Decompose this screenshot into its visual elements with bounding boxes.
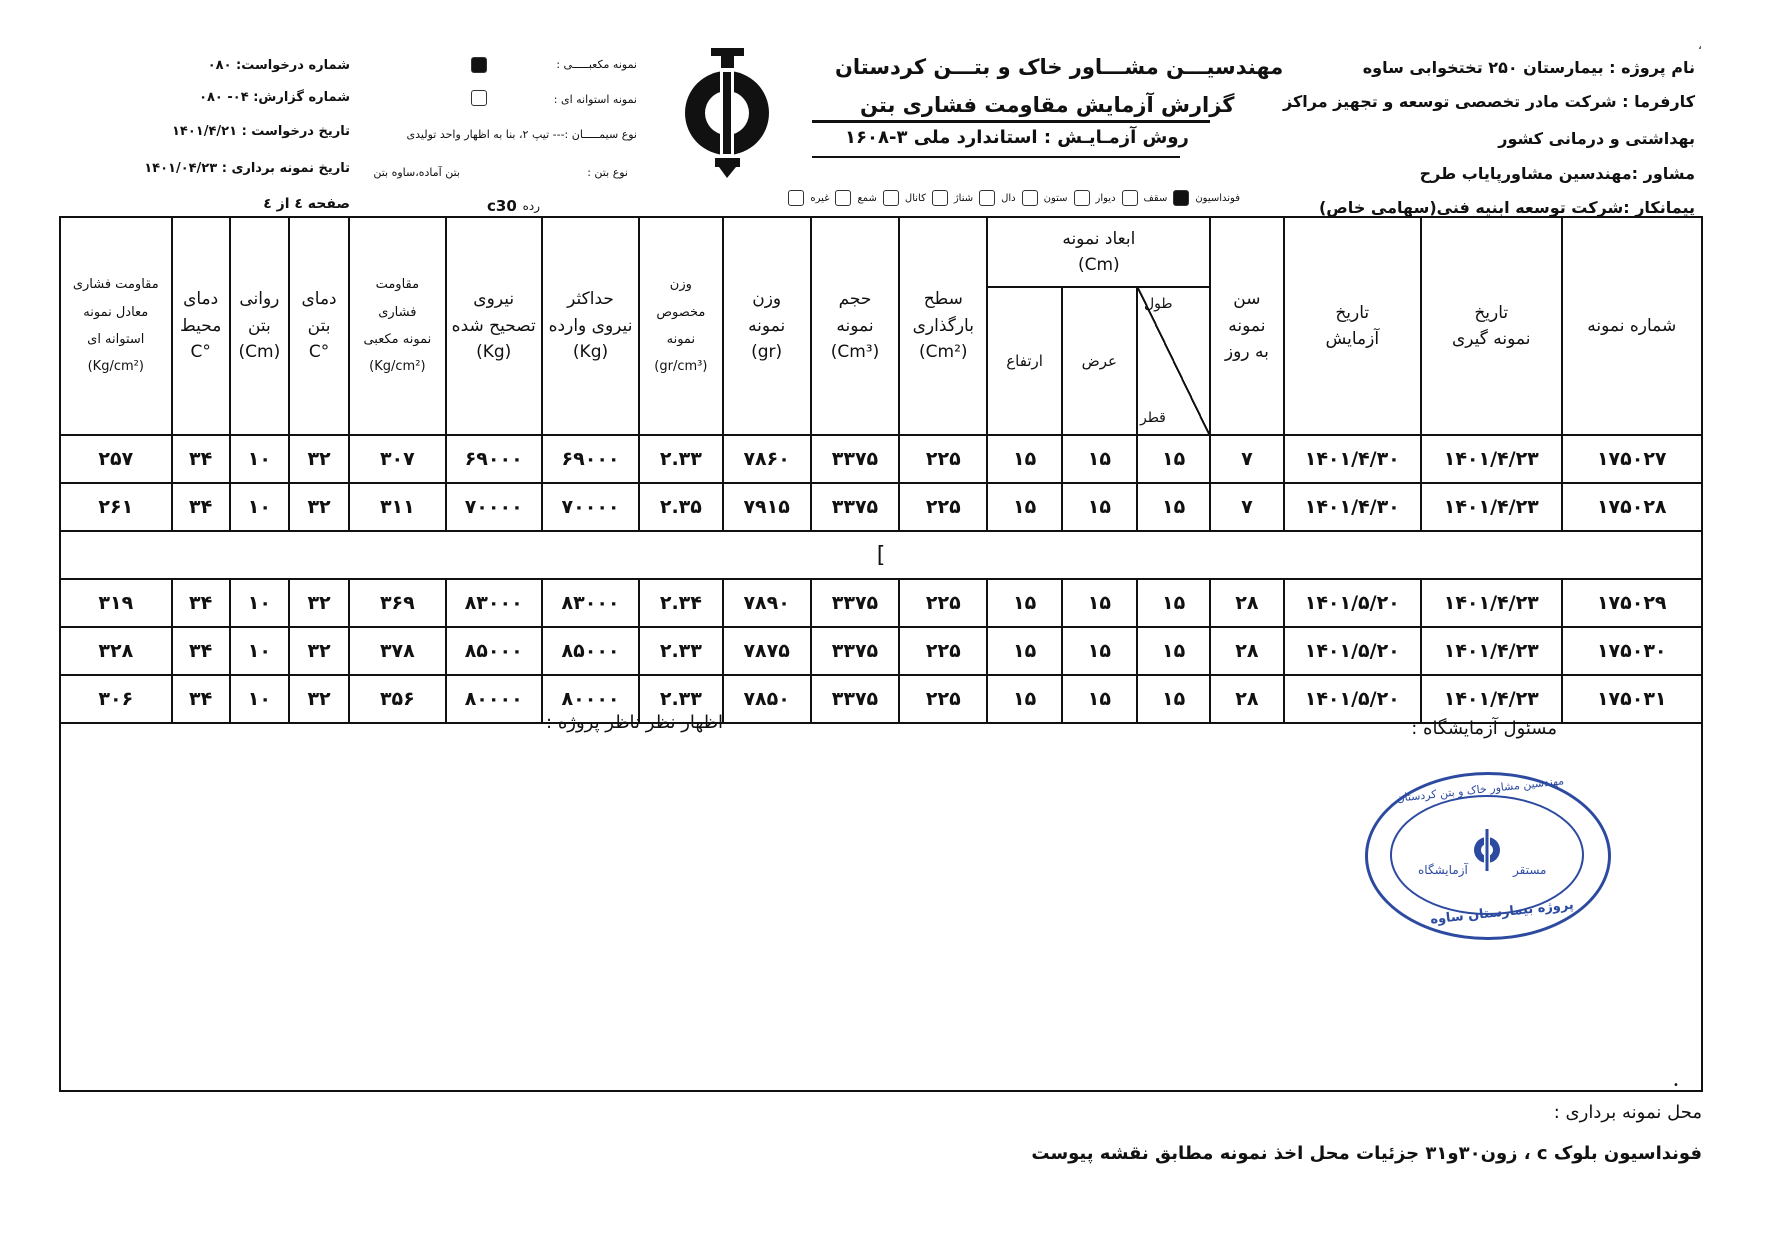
element-label-roof: سقف bbox=[1143, 192, 1168, 204]
cell-ambient-temp: ۳۴ bbox=[172, 435, 230, 483]
blank-row-mark: ] bbox=[60, 531, 1702, 579]
cell-width: ۱۵ bbox=[1062, 627, 1137, 675]
results-table bbox=[59, 216, 1703, 724]
header-corrected-force: نیروی تصحیح شده (Kg) bbox=[446, 217, 542, 435]
cell-age: ۷ bbox=[1210, 483, 1283, 531]
cube-sample-checkbox[interactable] bbox=[471, 57, 487, 73]
cell-length: ۱۵ bbox=[1137, 675, 1210, 723]
table-blank-row bbox=[60, 531, 1702, 579]
element-label-pile: شمع bbox=[857, 192, 877, 204]
employer-line-2: بهداشتی و درمانی کشور bbox=[1498, 129, 1695, 148]
cell-length: ۱۵ bbox=[1137, 579, 1210, 627]
cell-volume: ۳۳۷۵ bbox=[811, 483, 899, 531]
table-row bbox=[60, 579, 1702, 627]
cell-cube-strength: ۳۵۶ bbox=[349, 675, 445, 723]
cell-equivalent-strength: ۳۲۸ bbox=[60, 627, 172, 675]
cell-equivalent-strength: ۲۶۱ bbox=[60, 483, 172, 531]
cell-sample-no: ۱۷۵۰۳۰ bbox=[1562, 627, 1703, 675]
cell-test-date: ۱۴۰۱/۵/۲۰ bbox=[1284, 627, 1422, 675]
page-number: صفحه ٤ از ٤ bbox=[263, 196, 350, 212]
cell-equivalent-strength: ۲۵۷ bbox=[60, 435, 172, 483]
cell-volume: ۳۳۷۵ bbox=[811, 675, 899, 723]
cell-weight: ۷۸۹۰ bbox=[723, 579, 811, 627]
cell-equivalent-strength: ۳۱۹ bbox=[60, 579, 172, 627]
element-label-wall: دیوار bbox=[1095, 192, 1116, 204]
sampling-location-label: محل نمونه برداری : bbox=[1553, 1102, 1702, 1123]
cement-type: نوع سیمـــــان :--- تیپ ۲، بنا به اظهار واحد تولیدی bbox=[406, 128, 637, 141]
header-test-date: تاریخ آزمایش bbox=[1284, 217, 1422, 435]
table-row bbox=[60, 627, 1702, 675]
cell-height: ۱۵ bbox=[987, 435, 1061, 483]
cell-sampling-date: ۱۴۰۱/۴/۲۳ bbox=[1421, 435, 1562, 483]
cell-ambient-temp: ۳۴ bbox=[172, 627, 230, 675]
cell-volume: ۳۳۷۵ bbox=[811, 579, 899, 627]
cell-sampling-date: ۱۴۰۱/۴/۲۳ bbox=[1421, 483, 1562, 531]
header-sample-no: شماره نمونه bbox=[1562, 217, 1703, 435]
header-dim-length: طول bbox=[1143, 296, 1173, 312]
cell-density: ۲.۳۳ bbox=[639, 435, 722, 483]
cell-max-force: ۷۰۰۰۰ bbox=[542, 483, 639, 531]
header-dim-width: عرض bbox=[1062, 287, 1137, 435]
cell-concrete-temp: ۳۲ bbox=[289, 579, 349, 627]
scan-mark: ، bbox=[1698, 38, 1702, 52]
cell-height: ۱۵ bbox=[987, 579, 1061, 627]
cell-density: ۲.۳۳ bbox=[639, 627, 722, 675]
cell-length: ۱۵ bbox=[1137, 627, 1210, 675]
cell-concrete-temp: ۳۲ bbox=[289, 627, 349, 675]
cube-sample-label: نمونه مکعبـــــی : bbox=[556, 58, 637, 71]
request-date: تاریخ درخواست : ۱۴۰۱/۴/۲۱ bbox=[172, 124, 350, 139]
element-checkbox-channel[interactable] bbox=[883, 190, 899, 206]
header-weight: وزن نمونه (gr) bbox=[723, 217, 811, 435]
cell-length: ۱۵ bbox=[1137, 483, 1210, 531]
element-label-slab: دال bbox=[1001, 192, 1016, 204]
cell-concrete-temp: ۳۲ bbox=[289, 435, 349, 483]
stamp-ring-bottom-text: پروژه بیمارستان ساوه bbox=[1429, 897, 1575, 928]
cell-age: ۷ bbox=[1210, 435, 1283, 483]
table-header-row bbox=[60, 217, 1702, 287]
cell-max-force: ۸۰۰۰۰ bbox=[542, 675, 639, 723]
consultant: مشاور :مهندسین مشاورپایاب طرح bbox=[1419, 164, 1695, 183]
cell-sample-no: ۱۷۵۰۳۱ bbox=[1562, 675, 1703, 723]
grade-label: رده bbox=[522, 199, 540, 213]
report-title: گزارش آزمایش مقاومت فشاری بتن bbox=[860, 93, 1235, 117]
cylinder-sample-label: نمونه استوانه ای : bbox=[553, 93, 637, 106]
cell-slump: ۱۰ bbox=[230, 579, 289, 627]
element-checkboxes bbox=[784, 190, 1240, 206]
employer-line-1: کارفرما : شرکت مادر تخصصی توسعه و تجهیز مراکز bbox=[1283, 92, 1695, 111]
request-number: شماره درخواست: ۰۸۰ bbox=[207, 58, 350, 73]
cell-density: ۲.۳۵ bbox=[639, 483, 722, 531]
element-label-channel: کانال bbox=[904, 192, 926, 204]
cube-sample-row bbox=[556, 58, 637, 71]
test-method: روش آزمـایـش : استاندارد ملی ۳-۱۶۰۸ bbox=[845, 127, 1189, 148]
cell-sample-no: ۱۷۵۰۲۹ bbox=[1562, 579, 1703, 627]
supervisor-comment-label: اظهار نظر ناظر پروژه : bbox=[546, 712, 723, 733]
header-dim-diameter: قطر bbox=[1139, 410, 1166, 427]
header-volume: حجم نمونه (Cm³) bbox=[811, 217, 899, 435]
cell-age: ۲۸ bbox=[1210, 675, 1283, 723]
cell-cube-strength: ۳۰۷ bbox=[349, 435, 445, 483]
cell-volume: ۳۳۷۵ bbox=[811, 435, 899, 483]
stamp-right-text: مستقر bbox=[1513, 863, 1547, 877]
stamp-logo-icon bbox=[1471, 827, 1503, 873]
table-row bbox=[60, 675, 1702, 723]
element-checkbox-tie-beam[interactable] bbox=[932, 190, 948, 206]
method-underline bbox=[812, 156, 1180, 158]
header-dim-length-diameter bbox=[1137, 287, 1210, 435]
cell-age: ۲۸ bbox=[1210, 627, 1283, 675]
header-concrete-temp: دمای بتن °C bbox=[289, 217, 349, 435]
cell-weight: ۷۸۶۰ bbox=[723, 435, 811, 483]
cell-area: ۲۲۵ bbox=[899, 579, 987, 627]
concrete-type-value: بتن آماده،ساوه بتن bbox=[373, 166, 460, 179]
header-age: سن نمونه به روز bbox=[1210, 217, 1283, 435]
cell-height: ۱۵ bbox=[987, 675, 1061, 723]
cell-width: ۱۵ bbox=[1062, 435, 1137, 483]
cell-density: ۲.۳۴ bbox=[639, 579, 722, 627]
header-cube-strength: مقاومت فشاری نمونه مکعبی (Kg/cm²) bbox=[349, 217, 445, 435]
stamp-left-text: آزمایشگاه bbox=[1418, 863, 1468, 877]
element-label-other: غیره bbox=[810, 192, 830, 204]
cell-slump: ۱۰ bbox=[230, 483, 289, 531]
element-label-tie-beam: شناژ bbox=[953, 192, 974, 204]
header-ambient-temp: دمای محیط °C bbox=[172, 217, 230, 435]
sampling-date: تاریخ نمونه برداری : ۱۴۰۱/۰۴/۲۳ bbox=[144, 161, 350, 176]
cell-test-date: ۱۴۰۱/۴/۳۰ bbox=[1284, 483, 1422, 531]
frame-right-border bbox=[1701, 644, 1703, 1092]
cell-test-date: ۱۴۰۱/۵/۲۰ bbox=[1284, 579, 1422, 627]
cell-sampling-date: ۱۴۰۱/۴/۲۳ bbox=[1421, 579, 1562, 627]
header-area: سطح بارگذاری (Cm²) bbox=[899, 217, 987, 435]
cell-height: ۱۵ bbox=[987, 627, 1061, 675]
cell-width: ۱۵ bbox=[1062, 579, 1137, 627]
cell-corrected-force: ۷۰۰۰۰ bbox=[446, 483, 542, 531]
header-equivalent-strength: مقاومت فشاری معادل نمونه استوانه ای (Kg/cm²) bbox=[60, 217, 172, 435]
element-checkbox-pile[interactable] bbox=[835, 190, 851, 206]
cell-weight: ۷۹۱۵ bbox=[723, 483, 811, 531]
cell-slump: ۱۰ bbox=[230, 675, 289, 723]
cell-ambient-temp: ۳۴ bbox=[172, 579, 230, 627]
cell-cube-strength: ۳۱۱ bbox=[349, 483, 445, 531]
header-dim-height: ارتفاع bbox=[987, 287, 1061, 435]
cell-sampling-date: ۱۴۰۱/۴/۲۳ bbox=[1421, 675, 1562, 723]
cell-height: ۱۵ bbox=[987, 483, 1061, 531]
laboratory-stamp bbox=[1365, 772, 1611, 940]
cell-width: ۱۵ bbox=[1062, 483, 1137, 531]
title-underline bbox=[812, 120, 1210, 123]
cell-density: ۲.۳۳ bbox=[639, 675, 722, 723]
element-label-foundation: فونداسیون bbox=[1195, 192, 1240, 204]
header-sampling-date: تاریخ نمونه گیری bbox=[1421, 217, 1562, 435]
element-checkbox-slab[interactable] bbox=[979, 190, 995, 206]
element-label-column: ستون bbox=[1043, 192, 1068, 204]
header-slump: روانی بتن (Cm) bbox=[230, 217, 289, 435]
cell-area: ۲۲۵ bbox=[899, 627, 987, 675]
cell-corrected-force: ۸۰۰۰۰ bbox=[446, 675, 542, 723]
contractor: پیمانکار :شرکت توسعه ابنیه فنی(سهامی خاص) bbox=[1318, 198, 1695, 217]
cylinder-sample-checkbox[interactable] bbox=[471, 90, 487, 106]
cell-sample-no: ۱۷۵۰۲۷ bbox=[1562, 435, 1703, 483]
cell-sampling-date: ۱۴۰۱/۴/۲۳ bbox=[1421, 627, 1562, 675]
table-row bbox=[60, 483, 1702, 531]
cell-cube-strength: ۳۷۸ bbox=[349, 627, 445, 675]
cell-corrected-force: ۶۹۰۰۰ bbox=[446, 435, 542, 483]
frame-left-border bbox=[59, 644, 61, 1092]
cell-cube-strength: ۳۶۹ bbox=[349, 579, 445, 627]
company-name: مهندسیـــن مشـــاور خاک و بتـــن کردستان bbox=[835, 55, 1284, 79]
element-checkbox-wall[interactable] bbox=[1074, 190, 1090, 206]
company-logo-icon bbox=[675, 48, 780, 178]
cell-width: ۱۵ bbox=[1062, 675, 1137, 723]
element-checkbox-column[interactable] bbox=[1022, 190, 1038, 206]
concrete-type-label: نوع بتن : bbox=[587, 166, 628, 179]
cell-max-force: ۸۵۰۰۰ bbox=[542, 627, 639, 675]
cell-sample-no: ۱۷۵۰۲۸ bbox=[1562, 483, 1703, 531]
page-dot: • bbox=[1673, 1080, 1679, 1091]
element-checkbox-foundation[interactable] bbox=[1173, 190, 1189, 206]
cell-corrected-force: ۸۵۰۰۰ bbox=[446, 627, 542, 675]
cell-length: ۱۵ bbox=[1137, 435, 1210, 483]
cell-test-date: ۱۴۰۱/۴/۳۰ bbox=[1284, 435, 1422, 483]
grade-value: c30 bbox=[487, 197, 517, 215]
cell-concrete-temp: ۳۲ bbox=[289, 483, 349, 531]
cell-age: ۲۸ bbox=[1210, 579, 1283, 627]
header-dimensions: ابعاد نمونه (Cm) bbox=[987, 217, 1210, 287]
stamp-ring-top-text: مهندسین مشاور خاک و بتن کردستان bbox=[1395, 774, 1565, 805]
cell-area: ۲۲۵ bbox=[899, 435, 987, 483]
cell-slump: ۱۰ bbox=[230, 627, 289, 675]
cell-test-date: ۱۴۰۱/۵/۲۰ bbox=[1284, 675, 1422, 723]
sampling-location-value: فونداسیون بلوک c ، زون۳۰و۳۱ جزئیات محل اخذ نمونه مطابق نقشه پیوست bbox=[1031, 1143, 1702, 1164]
cell-ambient-temp: ۳۴ bbox=[172, 483, 230, 531]
cell-ambient-temp: ۳۴ bbox=[172, 675, 230, 723]
project-name: نام پروژه : بیمارستان ۲۵۰ تختخوابی ساوه bbox=[1362, 58, 1695, 77]
header-max-force: حداکثر نیروی وارده (Kg) bbox=[542, 217, 639, 435]
cell-equivalent-strength: ۳۰۶ bbox=[60, 675, 172, 723]
element-checkbox-other[interactable] bbox=[788, 190, 804, 206]
lab-responsible-label: مسئول آزمایشگاه : bbox=[1411, 718, 1557, 739]
cell-slump: ۱۰ bbox=[230, 435, 289, 483]
cell-weight: ۷۸۵۰ bbox=[723, 675, 811, 723]
frame-bottom-border bbox=[59, 1090, 1703, 1092]
cell-volume: ۳۳۷۵ bbox=[811, 627, 899, 675]
cell-max-force: ۶۹۰۰۰ bbox=[542, 435, 639, 483]
report-number: شماره گزارش: ۰۴- ۰۸۰ bbox=[199, 90, 350, 105]
cell-weight: ۷۸۷۵ bbox=[723, 627, 811, 675]
element-checkbox-roof[interactable] bbox=[1122, 190, 1138, 206]
cell-corrected-force: ۸۳۰۰۰ bbox=[446, 579, 542, 627]
cell-max-force: ۸۳۰۰۰ bbox=[542, 579, 639, 627]
table-row bbox=[60, 435, 1702, 483]
header-density: وزن مخصوص نمونه (gr/cm³) bbox=[639, 217, 722, 435]
cell-concrete-temp: ۳۲ bbox=[289, 675, 349, 723]
cell-area: ۲۲۵ bbox=[899, 675, 987, 723]
cell-area: ۲۲۵ bbox=[899, 483, 987, 531]
